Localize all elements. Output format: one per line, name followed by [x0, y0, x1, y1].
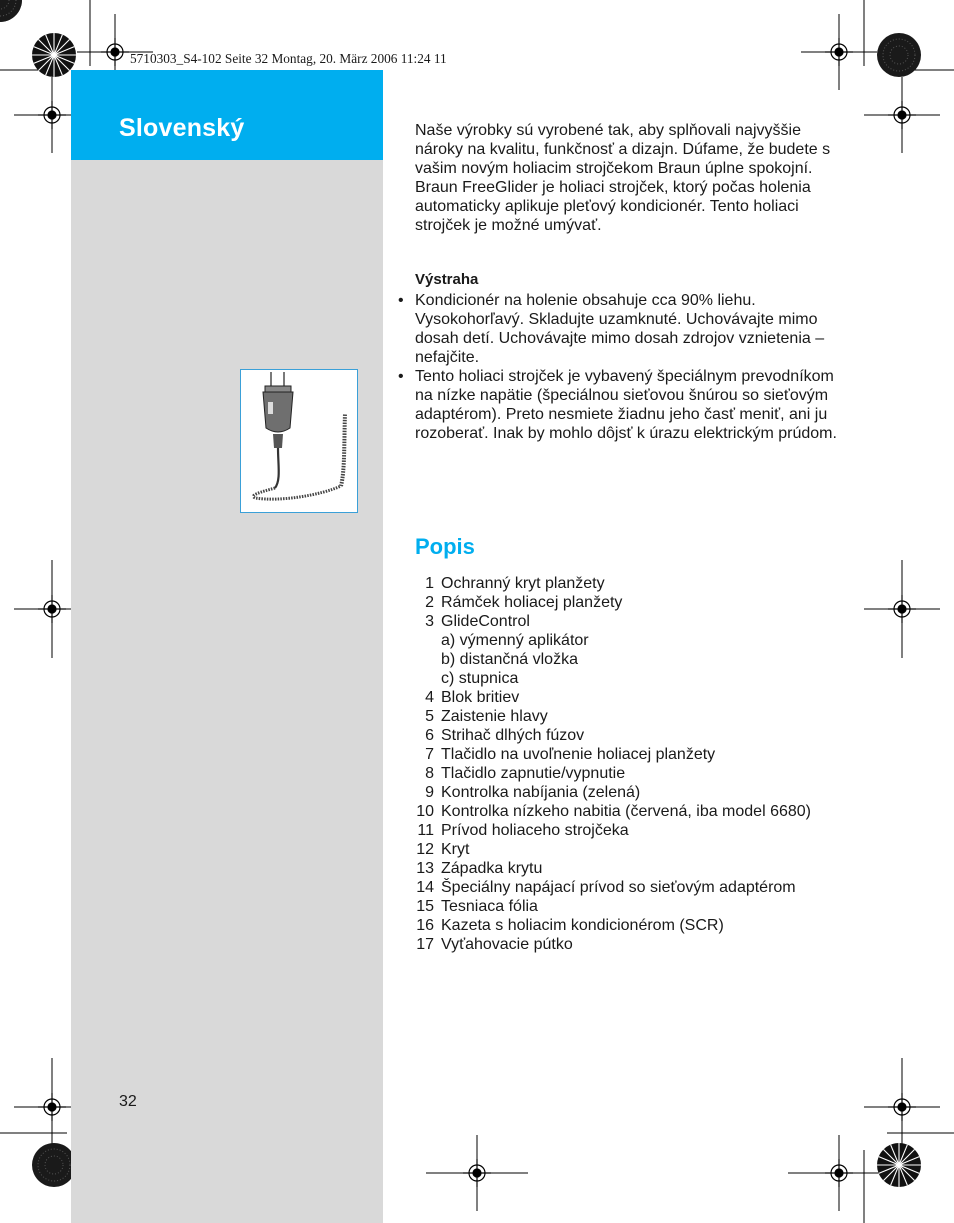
parts-list-item: [410, 859, 811, 878]
warning-bullet-text: Tento holiaci strojček je vybavený špeciálnym prevodníkom na nízke napätie (špeciálnou sieťovou šnúrou so sieťovým adaptérom). Preto nesmiete žiadnu jeho časť meniť, ani ju rozoberať. Inak by mohlo dôjsť k úrazu elektrickým prúdom.: [415, 368, 837, 442]
parts-list-item: [410, 707, 811, 726]
parts-list-item: [410, 783, 811, 802]
part-number: 7: [425, 746, 434, 763]
parts-list-item: [410, 764, 811, 783]
part-label: Zaistenie hlavy: [441, 708, 548, 725]
part-label: Kontrolka nabíjania (zelená): [441, 784, 641, 801]
warning-bullet-text: Kondicionér na holenie obsahuje cca 90% liehu. Vysokohorľavý. Skladujte uzamknuté. Uchovávajte mimo dosah detí. Uchovávajte mimo dosah zdrojov vznietenia – nefajčite.: [415, 292, 825, 366]
part-number: 5: [425, 708, 434, 725]
parts-list-item: [410, 745, 811, 764]
parts-list-item: [410, 935, 811, 954]
part-number: 6: [425, 727, 434, 744]
part-label: Tlačidlo na uvoľnenie holiacej planžety: [441, 746, 716, 763]
part-number: 3: [425, 613, 434, 630]
parts-list-item: [410, 631, 811, 650]
part-label: Kontrolka nízkeho nabitia (červená, iba model 6680): [441, 803, 811, 820]
part-number: 8: [425, 765, 434, 782]
sidebar-panel: [71, 70, 383, 1223]
part-label: Blok britiev: [441, 689, 520, 706]
part-number: 11: [417, 822, 434, 839]
warning-heading: Výstraha: [415, 271, 479, 288]
part-label: Kazeta s holiacim kondicionérom (SCR): [441, 917, 724, 934]
part-number: 9: [425, 784, 434, 801]
part-number: 15: [416, 898, 434, 915]
part-label: Západka krytu: [441, 860, 543, 877]
bullet-icon: •: [398, 292, 404, 309]
parts-list-item: [410, 612, 811, 631]
parts-list-item: [410, 650, 811, 669]
part-label: Špeciálny napájací prívod so sieťovým adaptérom: [441, 879, 796, 896]
intro-section: [415, 121, 845, 235]
part-label: a) výmenný aplikátor: [441, 632, 589, 649]
part-label: Tlačidlo zapnutie/vypnutie: [441, 765, 626, 782]
intro-paragraph: Braun FreeGlider je holiaci strojček, ktorý počas holenia automaticky aplikuje pleťový kondicionér. Tento holiaci strojček je možné umývať.: [415, 179, 811, 234]
part-number: [410, 669, 434, 688]
part-label: Rámček holiacej planžety: [441, 594, 623, 611]
part-label: Strihač dlhých fúzov: [441, 727, 585, 744]
part-label: GlideControl: [441, 613, 530, 630]
part-label: b) distančná vložka: [441, 651, 578, 668]
parts-list-item: [410, 574, 811, 593]
part-label: Prívod holiaceho strojčeka: [441, 822, 629, 839]
part-label: c) stupnica: [441, 670, 519, 687]
plug-cord-icon: [241, 370, 357, 512]
part-number: 17: [416, 936, 434, 953]
part-number: 10: [416, 803, 434, 820]
part-number: [410, 631, 434, 650]
part-number: 14: [416, 879, 434, 896]
part-number: 12: [416, 841, 434, 858]
parts-list-item: [410, 840, 811, 859]
part-number: 1: [425, 575, 434, 592]
warning-bullet: [398, 367, 848, 462]
parts-list-item: [410, 669, 811, 688]
bullet-icon: •: [398, 368, 404, 385]
part-number: [410, 650, 434, 669]
parts-list-item: [410, 897, 811, 916]
parts-list-item: [410, 802, 811, 821]
section-heading: Popis: [415, 534, 475, 559]
parts-list-item: [410, 916, 811, 935]
page-title: Slovenský: [119, 114, 245, 142]
parts-list-item: [410, 726, 811, 745]
part-label: Kryt: [441, 841, 470, 858]
print-header: 5710303_S4-102 Seite 32 Montag, 20. März 2006 11:24 11: [130, 51, 447, 66]
intro-paragraph: Naše výrobky sú vyrobené tak, aby splňovali najvyššie nároky na kvalitu, funkčnosť a dizajn. Dúfame, že budete s vašim novým holiacim strojčekom Braun úplne spokojní.: [415, 122, 831, 177]
parts-list-item: [410, 688, 811, 707]
adapter-illustration: [240, 369, 358, 513]
warning-bullet: [398, 291, 848, 367]
page-number: 32: [119, 1093, 137, 1110]
part-label: Vyťahovacie pútko: [441, 936, 573, 953]
parts-list: [410, 574, 811, 954]
parts-list-item: [410, 878, 811, 897]
part-number: 4: [425, 689, 434, 706]
part-number: 16: [416, 917, 434, 934]
part-label: Ochranný kryt planžety: [441, 575, 605, 592]
part-label: Tesniaca fólia: [441, 898, 538, 915]
part-number: 13: [416, 860, 434, 877]
parts-list-item: [410, 593, 811, 612]
part-number: 2: [425, 594, 434, 611]
parts-list-item: [410, 821, 811, 840]
